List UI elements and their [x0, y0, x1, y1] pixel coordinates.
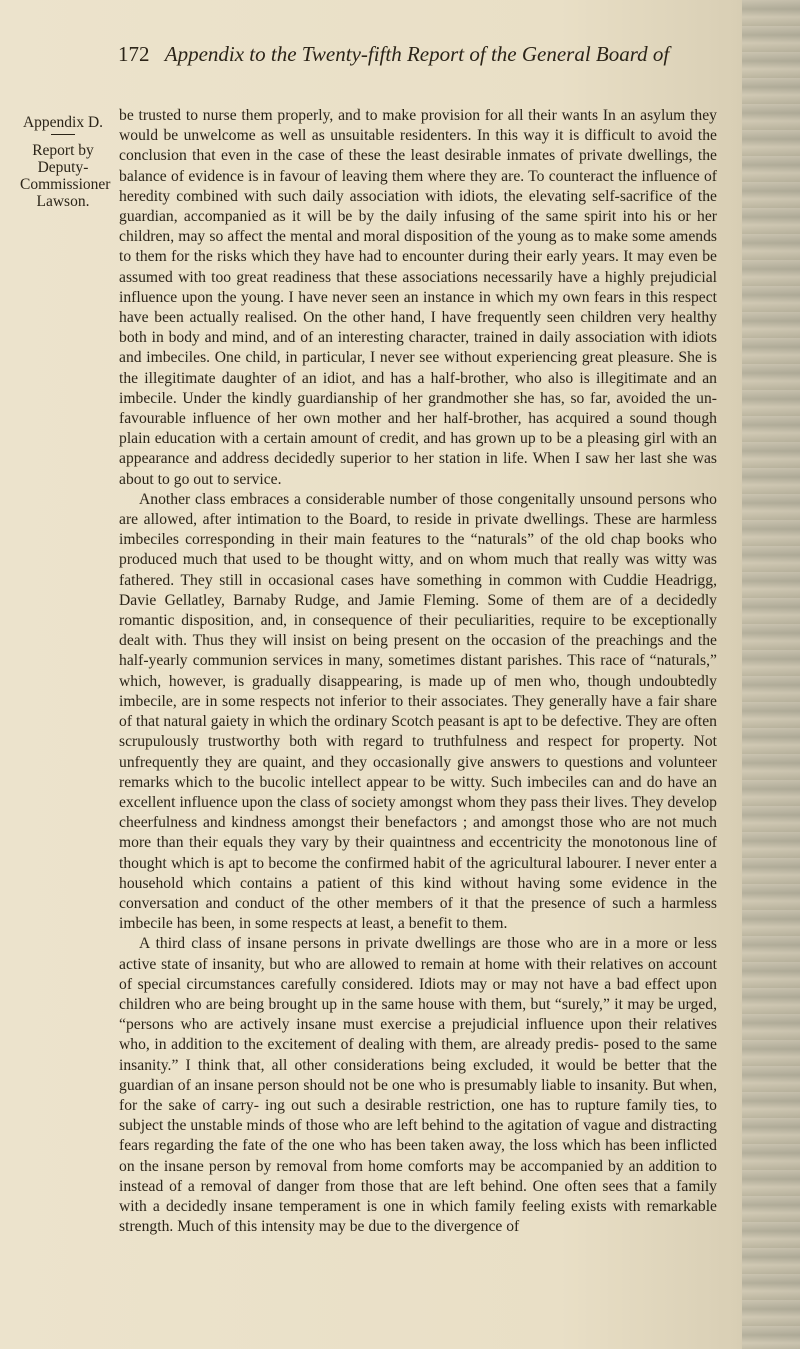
sidenote-label: Appendix D. [22, 114, 104, 131]
sidenote-line: Lawson. [36, 193, 90, 210]
sidenote-line: Report by [32, 142, 94, 159]
page-number: 172 [118, 42, 150, 66]
paragraph: be trusted to nurse them properly, and to make provision for all their wants In an asylum they would be unwelcome as well as unsuitable residenters. In this way it is difficult to avoid the conclusion that even in the case of these the least desirable inmates of private dwellings, the balance of evidence is in favour of leaving them where they are. To counteract the influence of heredity combined with such daily association with idiots, the elevating self-sacrifice of the guardian, accompanied as it will be by the daily infusing of the same spirit into his or her children, may so affect the mental and moral disposition of the young as to make some amends to them for the risks which they have had to encounter during their early years. It may even be assumed with too great readiness that these associations necessarily have a highly prejudicial influence upon the young. I have never seen an instance in which my own fears in this respect have been actually realised. On the other hand, I have frequently seen children very healthy both in body and mind, and of an interesting character, trained in daily association with idiots and imbeciles. One child, in particular, I never see without experiencing great pleasure. She is the illegitimate daughter of an idiot, and has a half-brother, who also is illegitimate and an imbecile. Under the kindly guardianship of her grandmother she has, so far, avoided the un- favourable influence of her own mother and her half-brother, has acquired a sound though plain education with a certain amount of credit, and has grown up to be a pleasing girl with an appearance and address decidedly superior to her station in life. When I saw her last she was about to go out to service. [119, 107, 717, 488]
paragraph: Another class embraces a considerable number of those congenitally unsound persons who are allowed, after intimation to the Board, to reside in private dwellings. These are harmless imbeciles corresponding in their main features to the “naturals” of the old chap books who produced much that used to be thought witty, and on whom much that really was witty was fathered. They still in occasional cases have something in common with Cuddie Headrigg, Davie Gellatley, Barnaby Rudge, and Jamie Fleming. Some of them are of a decidedly romantic disposition, and, in consequence of their peculiarities, require to be exceptionally dealt with. Thus they will insist on being present on the occasion of the preachings and the half-yearly communion services in many, sometimes distant parishes. This race of “naturals,” which, however, is gradually disappearing, is made up of men who, though undoubtedly imbecile, are in some respects not inferior to their associates. They generally have a fair share of that natural gaiety in which the ordinary Scotch peasant is apt to be defective. They are often scrupulously trustworthy both with regard to truthfulness and respect for property. Not unfrequently they are quaint, and they occasionally give answers to questions and volunteer remarks which to the bucolic intellect appear to be witty. Such imbeciles can and do have an excellent influence upon the class of society amongst whom they pass their lives. They develop cheerfulness and kindness amongst their benefactors ; and amongst those who are not much more than their equals they vary by their quaintness and eccentricity the monotonous line of thought which is apt to become the confirmed habit of the agricultural labourer. I never enter a household which contains a patient of this kind without having some evidence in the conversation and conduct of the other members of it that the presence of such a harmless imbecile has been, in some respects at least, a benefit to them. [119, 490, 717, 933]
sidenote-line: Commissioner [20, 176, 111, 193]
sidenote [20, 114, 111, 210]
sidenote-line: Deputy- [37, 159, 89, 176]
sidenote-rule [51, 134, 75, 135]
running-title: Appendix to the Twenty-fifth Report of the General Board of [164, 42, 670, 66]
body-text [119, 106, 717, 1237]
page-edge-shadow [742, 0, 800, 1349]
running-header [118, 42, 718, 67]
paragraph: A third class of insane persons in private dwellings are those who are in a more or less active state of insanity, but who are allowed to remain at home with their relatives on account of special circumstances carefully considered. Idiots may or may not have a bad effect upon children who are being brought up in the same house with them, but “surely,” it may be urged, “persons who are actively insane must exercise a prejudicial influence upon their relatives who, in addition to the excitement of dealing with them, are already predis- posed to the same insanity.” I think that, all other considerations being excluded, it would be better that the guardian of an insane person should not be one who is presumably liable to insanity. But when, for the sake of carry- ing out such a desirable restriction, one has to rupture family ties, to subject the unstable minds of those who are left behind to the agitation of vague and distracting fears regarding the fate of the one who has been taken away, the loss which has been inflicted on the insane person by removal from home comforts may be accompanied by an addition to instead of a removal of danger from those that are left behind. One often sees that a family with a decidedly insane temperament is one in which family feeling exists with remarkable strength. Much of this intensity may be due to the divergence of [119, 935, 717, 1236]
